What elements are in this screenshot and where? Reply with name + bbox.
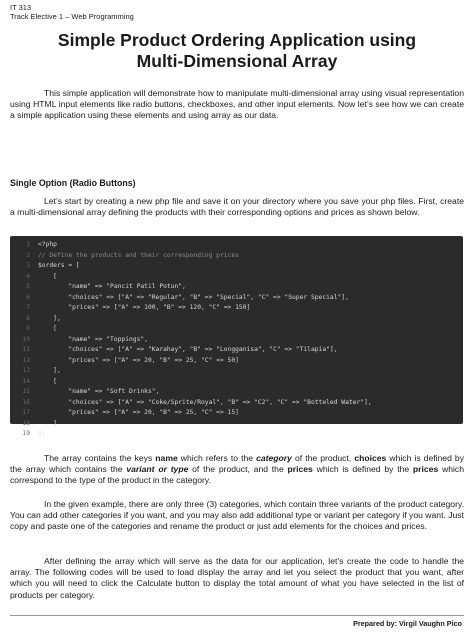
text-run: of the product, and the [188, 464, 288, 475]
keyword-category: category [256, 453, 292, 463]
code-line [10, 324, 463, 335]
footer-divider [10, 615, 464, 616]
keys-paragraph [10, 453, 464, 487]
line-number: 6 [26, 293, 30, 301]
code-line [10, 356, 463, 367]
code-text: "name" => "Soft Drinks", [38, 388, 160, 395]
code-line [10, 335, 463, 346]
code-line [10, 429, 463, 440]
line-number: 7 [26, 304, 30, 311]
text-run: which is defined by the [312, 464, 413, 475]
code-line [10, 282, 463, 293]
title-line-1: Simple Product Ordering Application using [57, 30, 417, 50]
code-text: "prices" => ["A" => 20, "B" => 25, "C" => 15] [38, 409, 239, 416]
code-line [10, 366, 463, 377]
text-run: The array contains the keys [44, 453, 156, 463]
code-text: "prices" => ["A" => 20, "B" => 25, "C" => 50] [38, 356, 239, 364]
line-number: 2 [26, 251, 30, 259]
line-number: 14 [22, 377, 30, 385]
code-text: <?php [38, 241, 57, 248]
code-text: "choices" => ["A" => "Coke/Sprite/Royal", "B" => "C2", "C" => "Botteled Water"], [38, 398, 372, 406]
keyword-name: name [155, 453, 178, 463]
code-line [10, 398, 463, 409]
keyword-variant: variant or type [126, 464, 189, 475]
code-text: "choices" => ["A" => "Regular", "B" => "Special", "C" => "Super Special"], [38, 293, 349, 301]
instruction-paragraph: Let’s start by creating a new php file and save it on your directory where you save your php files. First, create a multi-dimensional array defining the products with their corresponding options and prices as shown below. [10, 196, 464, 218]
code-block [10, 236, 463, 437]
code-text: ] [38, 419, 57, 427]
line-number: 5 [26, 283, 30, 290]
code-line [10, 251, 463, 262]
text-run: which is defined by the array which contains the [10, 453, 464, 475]
code-line [10, 272, 463, 283]
code-line [10, 314, 463, 325]
document-header [10, 3, 134, 21]
line-number: 19 [22, 430, 30, 437]
line-number: 4 [26, 272, 30, 280]
section-heading: Single Option (Radio Buttons) [10, 178, 136, 188]
course-subject: Track Elective 1 – Web Programming [10, 12, 134, 21]
line-number: 16 [22, 398, 30, 406]
line-number: 8 [26, 314, 30, 322]
code-text: "prices" => ["A" => 100, "B" => 120, "C" => 150] [38, 304, 251, 311]
keyword-choices: choices [354, 453, 387, 463]
line-number: 12 [22, 356, 30, 364]
code-text: $orders = [ [38, 262, 80, 269]
intro-paragraph: This simple application will demonstrate how to manipulate multi-dimensional array using visual representation using HTML input elements like radio buttons, checkboxes, and other input elements. Now let’s see how we can create a simple application using these elements and using array as our data. [10, 88, 464, 121]
categories-paragraph: In the given example, there are only three (3) categories, which contain three variants of the product category. You can add other categories if you want, and you may also add additional type or variant per category if you want. Just copy and paste one of the categories and rename the product or just add elements for the choices and prices. [10, 499, 464, 532]
code-line [10, 419, 463, 430]
text-run: of the product, [291, 453, 355, 463]
code-text: ], [38, 367, 61, 374]
line-number: 9 [26, 325, 30, 332]
code-line [10, 377, 463, 388]
code-text: ]; [38, 430, 46, 437]
line-number: 18 [22, 419, 30, 427]
array-paragraph: After defining the array which will serve as the data for our application, let’s create the code to handle the array. The following codes will be used to load display the array and let you select the product that you want, after which you will need to click the Calculate button to display the total amount of what you have selected in the list of products per category. [10, 556, 464, 600]
code-text: "name" => "Toppings", [38, 335, 148, 343]
code-line [10, 345, 463, 356]
code-text: "name" => "Pancit Patil Potun", [38, 283, 186, 290]
line-number: 11 [22, 346, 30, 353]
text-run: which correspond to the type of the product in the category. [10, 464, 465, 486]
line-number: 15 [22, 388, 30, 395]
code-text: ], [38, 314, 61, 322]
code-text: [ [38, 272, 57, 280]
line-number: 10 [22, 335, 30, 343]
code-text: "choices" => ["A" => "Karahay", "B" => "Longganisa", "C" => "Tilapia"], [38, 346, 338, 353]
line-number: 3 [26, 262, 30, 269]
footer-author: Prepared by: Virgil Vaughn Pico [353, 619, 462, 628]
title-line-2: Multi-Dimensional Array [136, 51, 338, 71]
code-text: // Define the products and their corresponding prices [38, 251, 239, 259]
code-line [10, 303, 463, 314]
line-number: 17 [22, 409, 30, 416]
text-run: which refers to the [177, 453, 257, 463]
code-text: [ [38, 377, 57, 385]
code-line [10, 387, 463, 398]
page-title [0, 30, 474, 72]
keyword-prices-2: prices [412, 464, 439, 475]
course-code: IT 313 [10, 3, 32, 12]
line-number: 13 [22, 367, 30, 374]
keyword-prices: prices [287, 464, 313, 475]
code-text: [ [38, 325, 57, 332]
code-line [10, 240, 463, 251]
code-line [10, 293, 463, 304]
code-line [10, 261, 463, 272]
code-line [10, 408, 463, 419]
line-number: 1 [26, 241, 30, 248]
